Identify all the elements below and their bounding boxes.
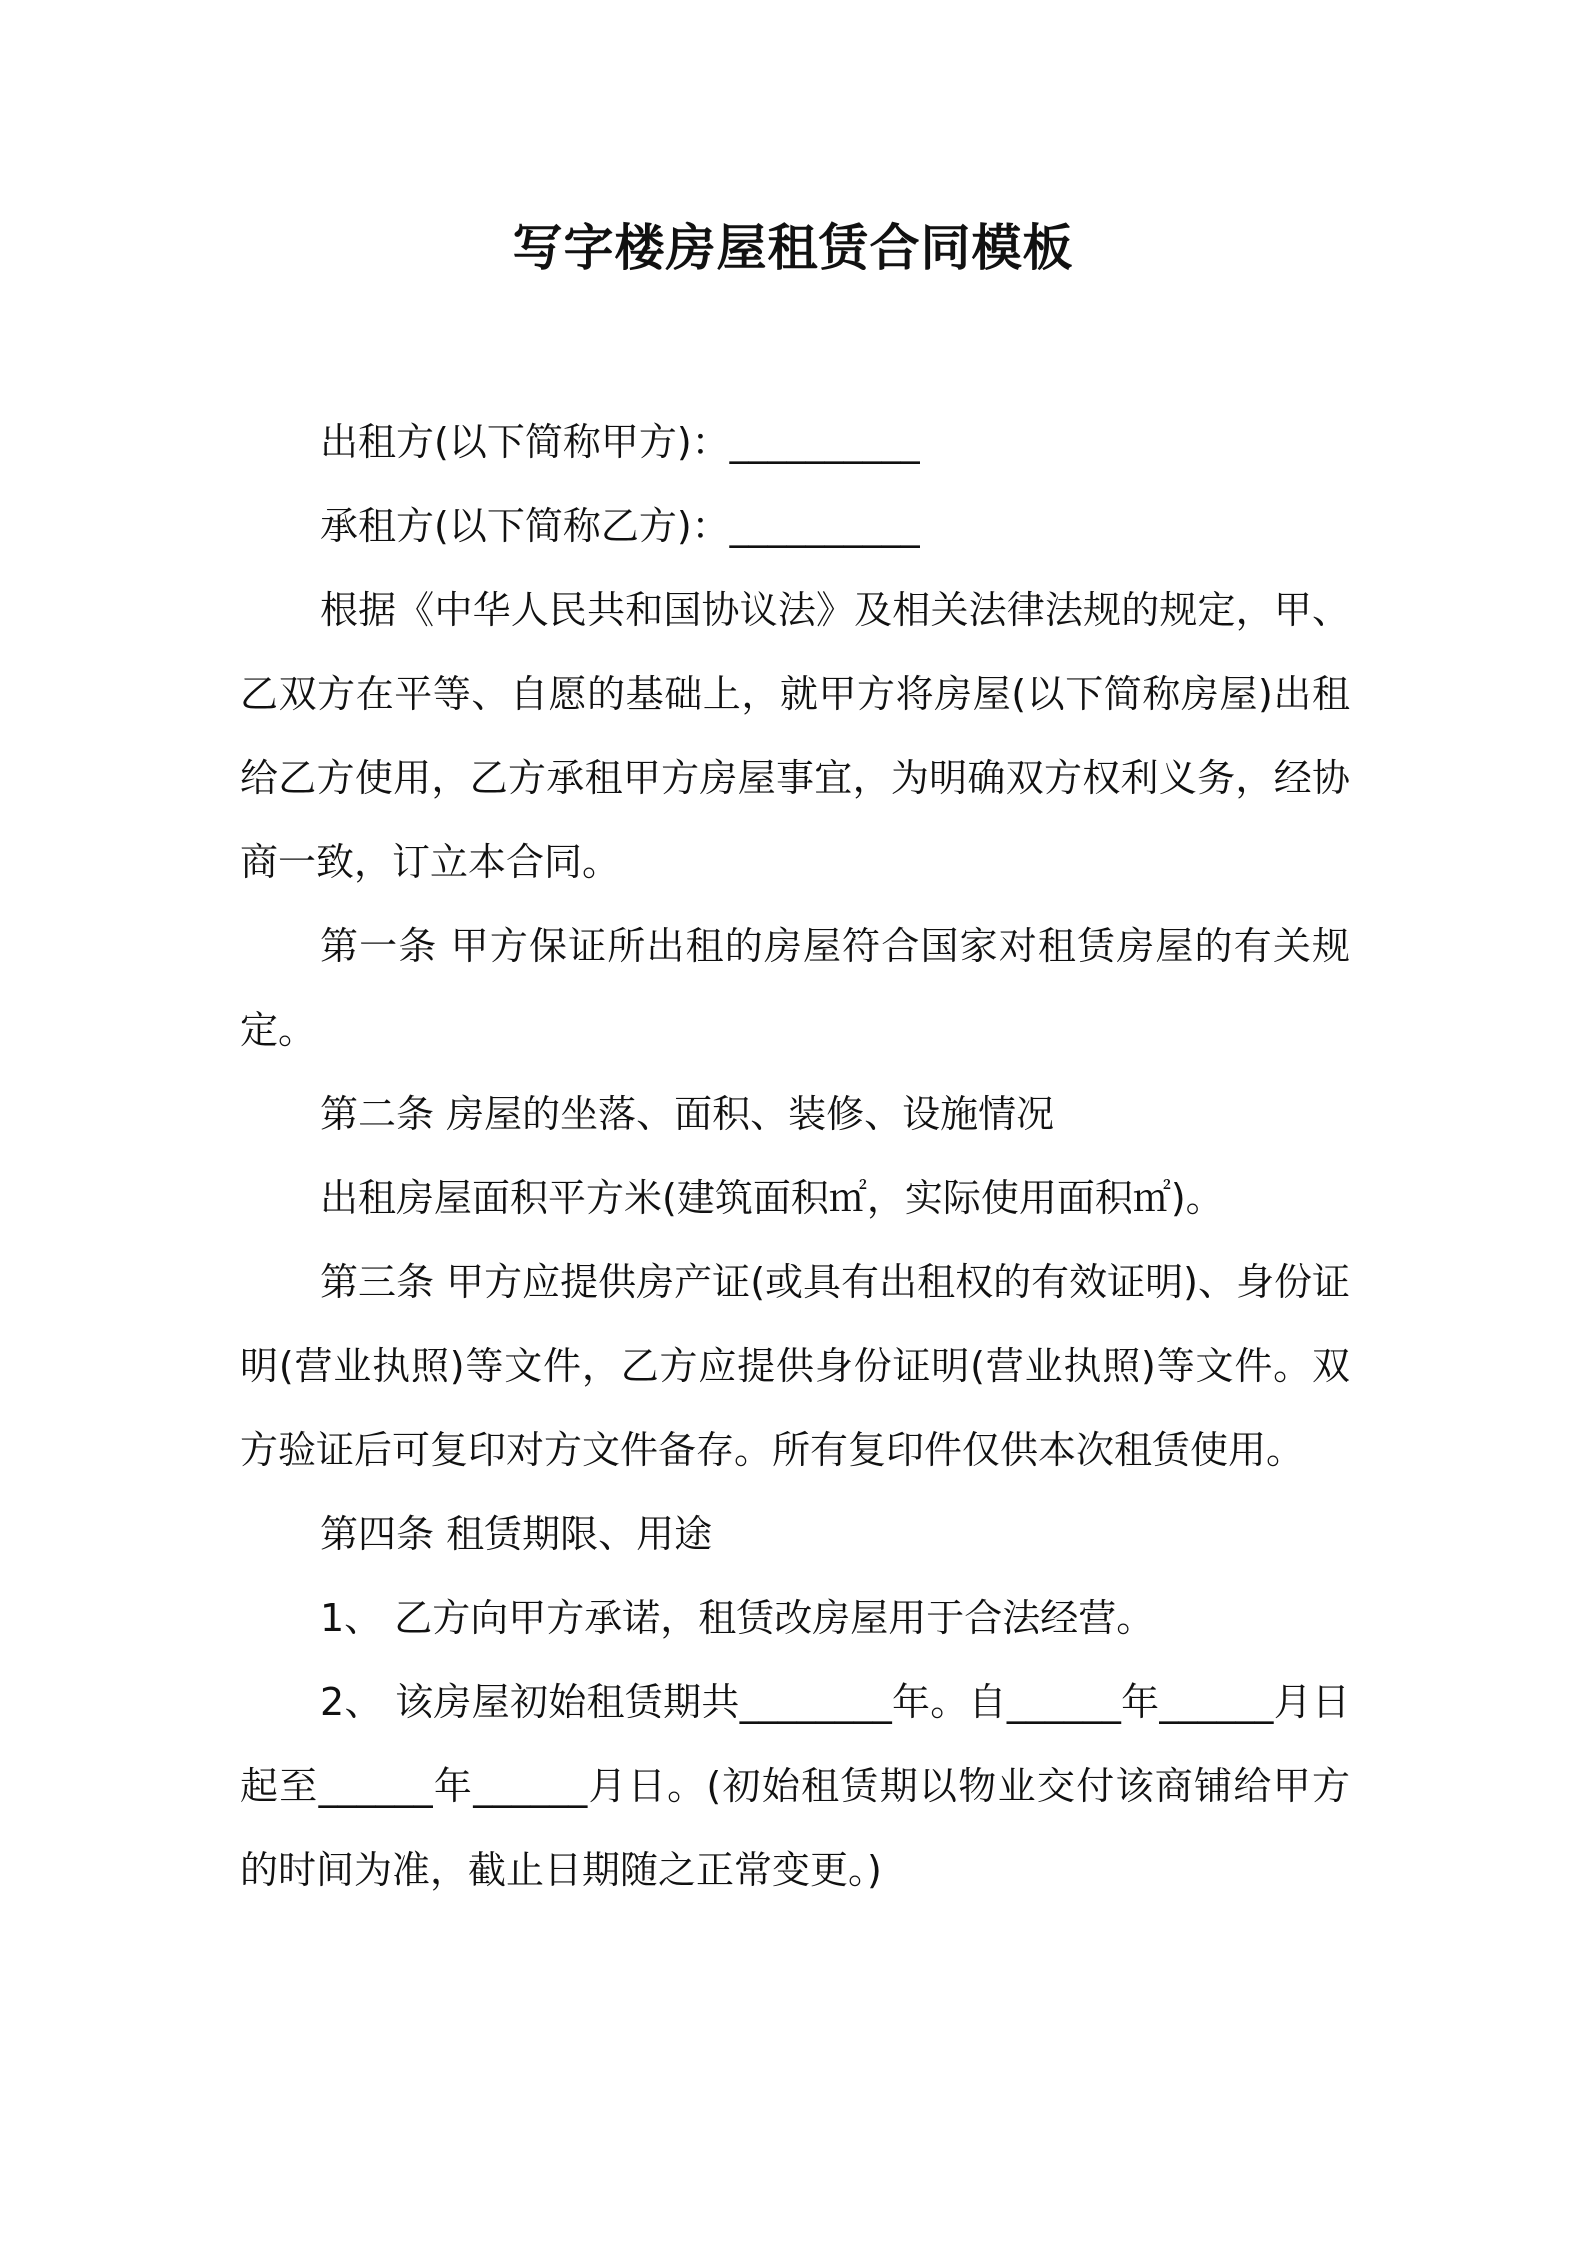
lessee-line: 承租方(以下简称乙方)：__________ [320,504,920,548]
article-2-area-line: 出租房屋面积平方米(建筑面积㎡，实际使用面积㎡)。 [320,1176,1224,1220]
lessor-line: 出租方(以下简称甲方)：__________ [320,420,920,464]
article-4-item-2: 2、 该房屋初始租赁期共________年。自______年______月日起至______年______月日。(初始租赁期以物业交付该商铺给甲方的时间为准，截止日期随之正常变更。) [240,1680,1350,1892]
article-2-heading: 第二条 房屋的坐落、面积、装修、设施情况 [320,1092,1055,1136]
preamble-paragraph: 根据《中华人民共和国协议法》及相关法律法规的规定，甲、乙双方在平等、自愿的基础上，就甲方将房屋(以下简称房屋)出租给乙方使用，乙方承租甲方房屋事宜，为明确双方权利义务，经协商一致，订立本合同。 [240,588,1350,884]
article-4-heading: 第四条 租赁期限、用途 [320,1512,713,1556]
article-4-item-1: 1、 乙方向甲方承诺，租赁改房屋用于合法经营。 [320,1596,1155,1640]
document-body [240,400,1350,1912]
article-3-paragraph: 第三条 甲方应提供房产证(或具有出租权的有效证明)、身份证明(营业执照)等文件，乙方应提供身份证明(营业执照)等文件。双方验证后可复印对方文件备存。所有复印件仅供本次租赁使用。 [240,1260,1350,1472]
document-title: 写字楼房屋租赁合同模板 [512,219,1074,277]
article-1-paragraph: 第一条 甲方保证所出租的房屋符合国家对租赁房屋的有关规定。 [240,924,1350,1052]
